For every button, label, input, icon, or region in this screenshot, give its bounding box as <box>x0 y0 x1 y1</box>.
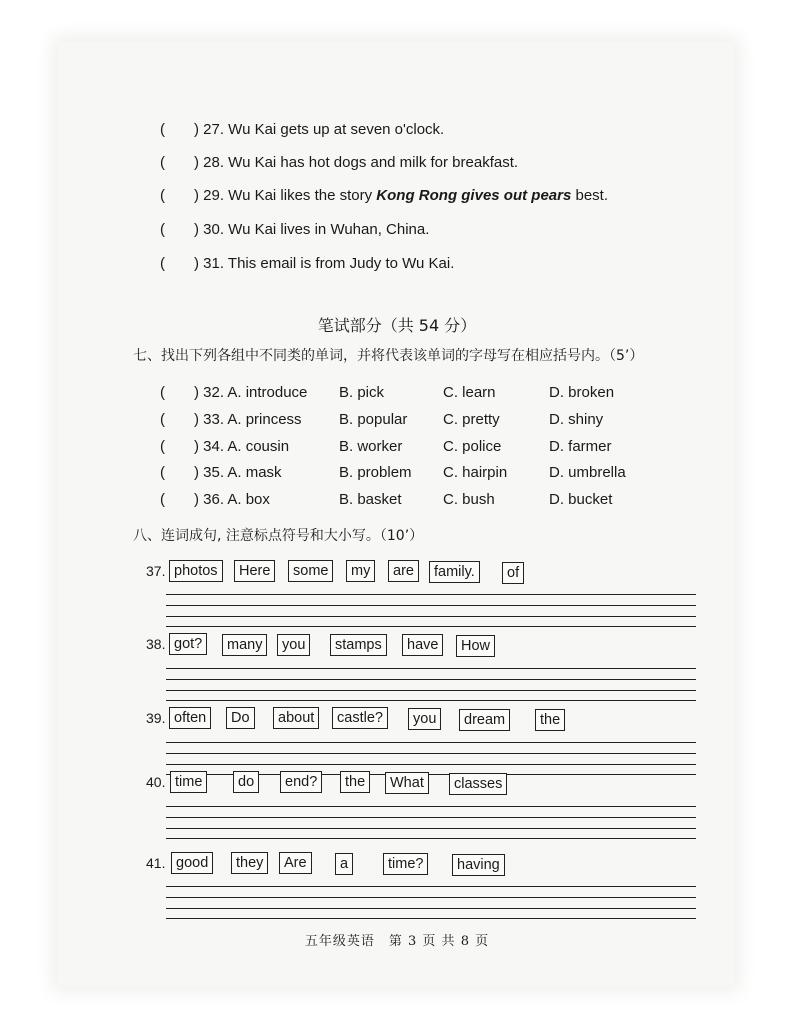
word-card: you <box>408 708 441 730</box>
word-card: have <box>402 634 443 656</box>
word-card: do <box>233 771 259 793</box>
answer-line <box>166 918 696 919</box>
word-card: often <box>169 707 211 729</box>
word-card: What <box>385 772 429 794</box>
page-footer: 五年级英语 第 3 页 共 8 页 <box>304 934 490 949</box>
question-number: 38. <box>146 636 166 652</box>
answer-line <box>166 742 696 743</box>
answer-line <box>166 616 696 617</box>
answer-line <box>166 817 696 818</box>
word-card: How <box>456 635 495 657</box>
exam-paper <box>58 42 734 986</box>
word-card: the <box>340 771 370 793</box>
answer-line <box>166 886 696 887</box>
word-card: dream <box>459 709 510 731</box>
question-number: 39. <box>146 710 166 726</box>
word-card: the <box>535 709 565 731</box>
word-card: my <box>346 560 375 582</box>
word-card: Do <box>226 707 255 729</box>
judge-item-31: ( ) 31. This email is from Judy to Wu Kai. <box>160 255 455 272</box>
word-card: photos <box>169 560 223 582</box>
answer-line <box>166 753 696 754</box>
answer-line <box>166 897 696 898</box>
word-card: some <box>288 560 333 582</box>
judge-item-30: ( ) 30. Wu Kai lives in Wuhan, China. <box>160 221 430 238</box>
answer-line <box>166 806 696 807</box>
word-card: end? <box>280 771 322 793</box>
word-card: time? <box>383 853 428 875</box>
word-card: got? <box>169 633 207 655</box>
word-card: about <box>273 707 319 729</box>
answer-line <box>166 838 696 839</box>
section8-heading: 八、连词成句, 注意标点符号和大小写。（10’） <box>133 528 424 544</box>
word-card: they <box>231 852 268 874</box>
answer-line <box>166 764 696 765</box>
word-card: Here <box>234 560 275 582</box>
word-card: you <box>277 634 310 656</box>
word-card: a <box>335 853 353 875</box>
word-card: family. <box>429 561 480 583</box>
word-card: good <box>171 852 213 874</box>
judge-item-27: ( ) 27. Wu Kai gets up at seven o'clock. <box>160 121 445 138</box>
question-number: 40. <box>146 774 166 790</box>
answer-line <box>166 626 696 627</box>
question-number: 41. <box>146 855 166 871</box>
answer-line <box>166 908 696 909</box>
answer-line <box>166 668 696 669</box>
answer-line <box>166 594 696 595</box>
answer-line <box>166 679 696 680</box>
answer-line <box>166 690 696 691</box>
word-card: time <box>170 771 207 793</box>
section7-heading: 七、找出下列各组中不同类的单词，并将代表该单词的字母写在相应括号内。（5’） <box>133 348 644 364</box>
judge-item-28: ( ) 28. Wu Kai has hot dogs and milk for breakfast. <box>160 154 519 171</box>
written-section-title: 笔试部分（共 54 分） <box>317 316 477 335</box>
judge-item-29: ( ) 29. Wu Kai likes the story Kong Rong gives out pears best. <box>160 187 608 204</box>
answer-line <box>166 700 696 701</box>
answer-line <box>166 605 696 606</box>
answer-line <box>166 828 696 829</box>
word-card: castle? <box>332 707 388 729</box>
story-title: Kong Rong gives out pears <box>376 187 572 204</box>
word-card: many <box>222 634 267 656</box>
word-card: classes <box>449 773 507 795</box>
word-card: are <box>388 560 419 582</box>
word-card: having <box>452 854 505 876</box>
question-number: 37. <box>146 563 166 579</box>
word-card: stamps <box>330 634 387 656</box>
word-card: Are <box>279 852 312 874</box>
word-card: of <box>502 562 524 584</box>
